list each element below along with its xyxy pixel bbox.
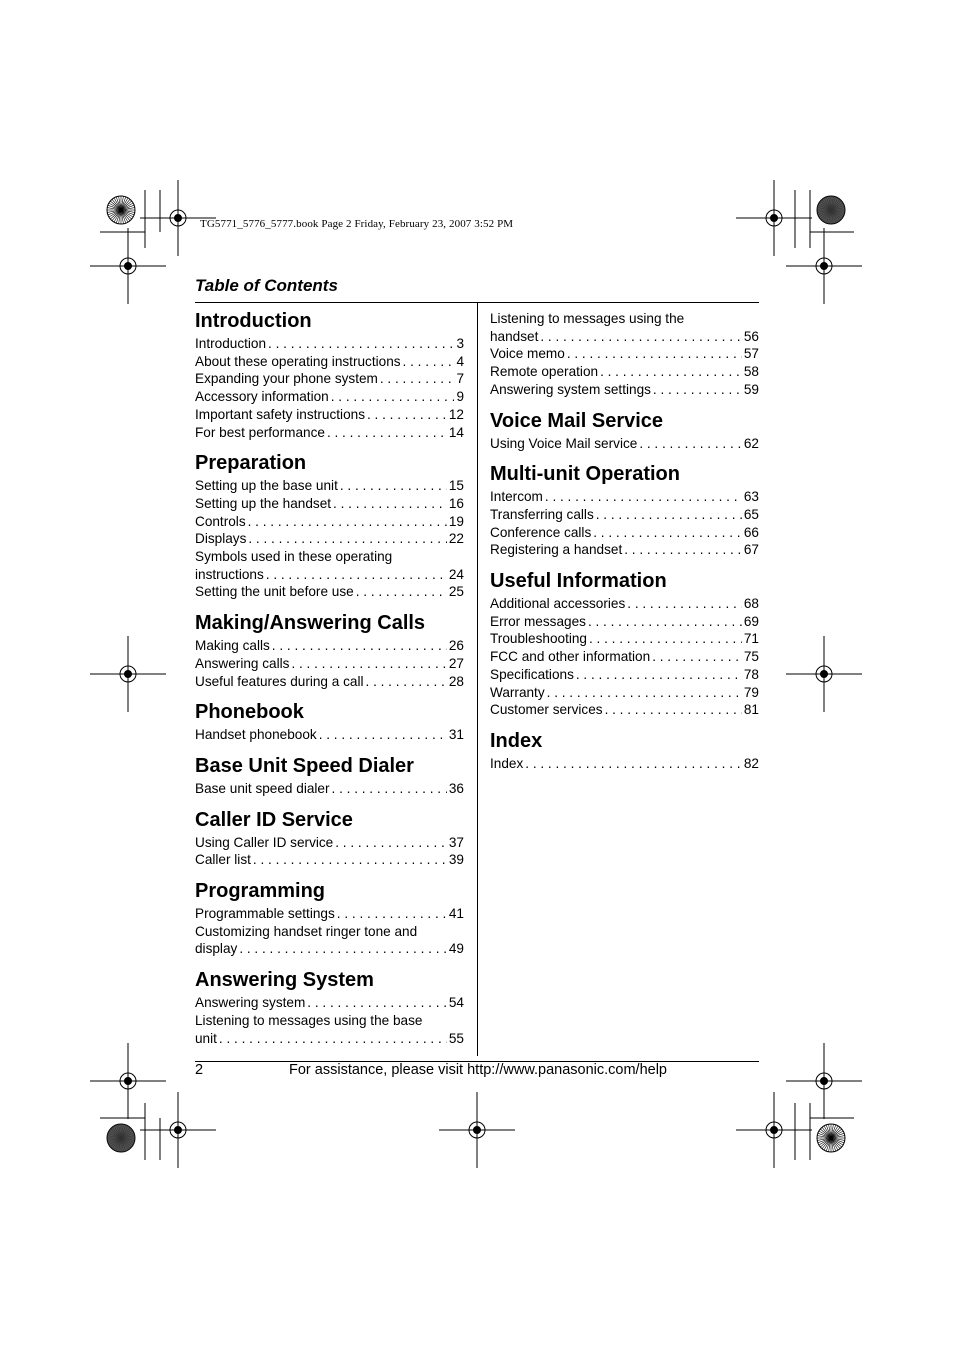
assistance-note: For assistance, please visit http://www.panasonic.com/help bbox=[289, 1062, 667, 1078]
toc-entry bbox=[490, 345, 759, 363]
registration-crosshair-icon bbox=[786, 228, 862, 304]
toc-entry-page: 12 bbox=[448, 406, 464, 422]
toc-entry-page: 4 bbox=[456, 353, 464, 369]
toc-entry bbox=[490, 310, 759, 345]
toc-entry-page: 41 bbox=[448, 906, 464, 922]
toc-entry bbox=[195, 923, 464, 958]
toc-entry-text: Customer services bbox=[490, 702, 603, 718]
section-heading: Making/Answering Calls bbox=[195, 612, 426, 635]
toc-entry bbox=[195, 655, 464, 673]
dot-leader bbox=[576, 666, 742, 684]
toc-entry-text: Intercom bbox=[490, 489, 543, 505]
toc-entry bbox=[195, 583, 464, 601]
toc-entry-page: 37 bbox=[448, 834, 464, 850]
toc-entry-page: 75 bbox=[743, 649, 759, 665]
toc-entry-page: 7 bbox=[456, 371, 464, 387]
dot-leader bbox=[268, 335, 454, 353]
registration-starburst-icon bbox=[817, 1124, 845, 1152]
toc-entry bbox=[490, 488, 759, 506]
toc-entry bbox=[490, 648, 759, 666]
dot-leader bbox=[319, 726, 447, 744]
toc-entry-text: Voice memo bbox=[490, 346, 565, 362]
registration-starburst-icon bbox=[817, 196, 845, 224]
registration-crosshair-icon bbox=[140, 1092, 216, 1168]
registration-starburst-icon bbox=[107, 196, 135, 224]
dot-leader bbox=[589, 630, 742, 648]
dot-leader bbox=[367, 406, 447, 424]
toc-left-column bbox=[195, 309, 464, 1047]
toc-section-answering-system bbox=[195, 968, 464, 1047]
dot-leader bbox=[652, 648, 742, 666]
registration-crosshair-icon bbox=[736, 180, 812, 256]
section-heading: Answering System bbox=[195, 969, 374, 992]
toc-entry-text-line1: Listening to messages using the bbox=[490, 311, 685, 326]
toc-entry-text-line1: Customizing handset ringer tone and bbox=[195, 923, 418, 939]
toc-section-voice-mail-service bbox=[490, 409, 759, 453]
toc-entry-text: Additional accessories bbox=[490, 596, 626, 612]
toc-entry bbox=[490, 506, 759, 524]
print-job-note: TG5771_5776_5777.book Page 2 Friday, February 23, 2007 3:52 PM bbox=[200, 218, 514, 230]
toc-entry-text: Warranty bbox=[490, 684, 545, 700]
dot-leader bbox=[540, 328, 742, 346]
dot-leader bbox=[332, 780, 447, 798]
dot-leader bbox=[547, 684, 742, 702]
toc-entry-page: 59 bbox=[743, 381, 759, 397]
dot-leader bbox=[593, 524, 742, 542]
toc-entry bbox=[195, 780, 464, 798]
toc-entry bbox=[195, 548, 464, 583]
toc-entry-text: display bbox=[195, 941, 238, 957]
registration-starburst-icon bbox=[107, 1124, 135, 1152]
toc-entry bbox=[490, 435, 759, 453]
toc-entry-page: 69 bbox=[743, 613, 759, 629]
toc-entry bbox=[195, 994, 464, 1012]
dot-leader bbox=[291, 655, 446, 673]
dot-leader bbox=[333, 495, 447, 513]
toc-entry-text: Useful features during a call bbox=[195, 673, 364, 689]
toc-entry-page: 79 bbox=[743, 684, 759, 700]
dot-leader bbox=[248, 513, 447, 531]
toc-entry bbox=[195, 851, 464, 869]
toc-entry-page: 82 bbox=[743, 755, 759, 771]
registration-crosshair-icon bbox=[439, 1092, 515, 1168]
toc-entry-page: 39 bbox=[448, 852, 464, 868]
toc-entry bbox=[195, 834, 464, 852]
toc-entry-page: 55 bbox=[448, 1030, 464, 1046]
toc-entry-text: Expanding your phone system bbox=[195, 371, 378, 387]
toc-entry bbox=[195, 335, 464, 353]
dot-leader bbox=[307, 994, 447, 1012]
toc-entry-text: Controls bbox=[195, 513, 246, 529]
toc-entry-text: Programmable settings bbox=[195, 906, 335, 922]
toc-entry-text: unit bbox=[195, 1030, 217, 1046]
toc-entry-page: 65 bbox=[743, 506, 759, 522]
toc-entry-page: 25 bbox=[448, 584, 464, 600]
toc-entry bbox=[195, 477, 464, 495]
registration-crosshair-icon bbox=[90, 636, 166, 712]
toc-entry-text: Introduction bbox=[195, 336, 267, 351]
dot-leader bbox=[627, 595, 742, 613]
toc-section-index bbox=[490, 729, 759, 773]
toc-section-multi-unit-operation bbox=[490, 462, 759, 559]
toc-entry bbox=[490, 541, 759, 559]
registration-crosshair-icon bbox=[90, 1043, 166, 1119]
section-heading: Voice Mail Service bbox=[490, 409, 664, 432]
toc-entry bbox=[195, 637, 464, 655]
dot-leader bbox=[327, 424, 447, 442]
toc-entry bbox=[195, 406, 464, 424]
section-heading: Base Unit Speed Dialer bbox=[195, 754, 414, 777]
toc-entry-text: Answering system bbox=[195, 995, 306, 1011]
toc-entry bbox=[490, 755, 759, 773]
toc-entry-text: Error messages bbox=[490, 613, 586, 629]
dot-leader bbox=[596, 506, 742, 524]
toc-entry-text: Registering a handset bbox=[490, 542, 623, 558]
toc-entry-text: Index bbox=[490, 755, 524, 771]
toc-entry-text: Remote operation bbox=[490, 364, 599, 380]
dot-leader bbox=[331, 388, 455, 406]
toc-entry bbox=[195, 495, 464, 513]
section-heading: Caller ID Service bbox=[195, 808, 353, 831]
toc-entry bbox=[490, 613, 759, 631]
toc-entry-page: 78 bbox=[743, 666, 759, 682]
toc-entry-page: 14 bbox=[448, 424, 464, 440]
section-heading: Programming bbox=[195, 880, 326, 903]
toc-entry-text: Specifications bbox=[490, 666, 574, 682]
dot-leader bbox=[219, 1030, 447, 1048]
toc-entry-page: 67 bbox=[743, 542, 759, 558]
section-heading: Multi-unit Operation bbox=[490, 463, 680, 486]
section-heading: Preparation bbox=[195, 452, 307, 475]
dot-leader bbox=[600, 363, 742, 381]
dot-leader bbox=[653, 381, 742, 399]
toc-entry-page: 68 bbox=[743, 596, 759, 612]
toc-entry bbox=[195, 370, 464, 388]
toc-entry-text: Setting up the handset bbox=[195, 495, 332, 511]
toc-entry-text: FCC and other information bbox=[490, 649, 651, 665]
toc-entry-page: 71 bbox=[743, 631, 759, 647]
toc-entry-text: Transferring calls bbox=[490, 506, 594, 522]
toc-entry-text: Troubleshooting bbox=[490, 631, 587, 647]
toc-entry-page: 81 bbox=[743, 702, 759, 718]
toc-entry-page: 3 bbox=[456, 336, 464, 351]
toc-section-base-unit-speed-dialer bbox=[195, 754, 464, 798]
dot-leader bbox=[366, 673, 447, 691]
dot-leader bbox=[567, 345, 742, 363]
toc-entry bbox=[195, 726, 464, 744]
toc-entry-text: Setting the unit before use bbox=[195, 584, 354, 600]
page-title: Table of Contents bbox=[195, 276, 338, 295]
toc-entry-text-line1: Listening to messages using the base bbox=[195, 1012, 423, 1028]
dot-leader bbox=[588, 613, 742, 631]
registration-crosshair-icon bbox=[736, 1092, 812, 1168]
toc-entry bbox=[195, 353, 464, 371]
dot-leader bbox=[356, 583, 447, 601]
dot-leader bbox=[340, 477, 447, 495]
dot-leader bbox=[253, 851, 447, 869]
toc-section-continued bbox=[490, 310, 759, 399]
toc-entry-text: Using Voice Mail service bbox=[490, 435, 638, 451]
toc-entry bbox=[195, 1012, 464, 1047]
toc-entry-page: 19 bbox=[448, 513, 464, 529]
toc-section-useful-information bbox=[490, 569, 759, 719]
toc-entry-page: 66 bbox=[743, 524, 759, 540]
toc-entry-text: Accessory information bbox=[195, 389, 329, 405]
toc-entry-page: 16 bbox=[448, 495, 464, 511]
toc-right-column bbox=[490, 310, 759, 773]
toc-entry bbox=[490, 363, 759, 381]
toc-section-programming bbox=[195, 879, 464, 958]
dot-leader bbox=[248, 530, 447, 548]
toc-section-preparation bbox=[195, 451, 464, 601]
toc-entry-page: 26 bbox=[448, 638, 464, 654]
toc-entry-page: 58 bbox=[743, 364, 759, 380]
toc-entry bbox=[195, 530, 464, 548]
toc-entry bbox=[490, 666, 759, 684]
dot-leader bbox=[525, 755, 742, 773]
toc-entry-page: 9 bbox=[456, 389, 464, 405]
toc-entry-page: 15 bbox=[448, 478, 464, 494]
toc-entry bbox=[490, 701, 759, 719]
toc-entry-text: Handset phonebook bbox=[195, 727, 317, 743]
toc-entry-text: About these operating instructions bbox=[195, 353, 401, 369]
dot-leader bbox=[272, 637, 447, 655]
toc-entry bbox=[195, 673, 464, 691]
dot-leader bbox=[605, 701, 742, 719]
toc-entry bbox=[195, 388, 464, 406]
toc-entry-text: Setting up the base unit bbox=[195, 478, 338, 494]
toc-entry-page: 24 bbox=[448, 566, 464, 582]
toc-entry-page: 36 bbox=[448, 780, 464, 796]
registration-crosshair-icon bbox=[90, 228, 166, 304]
toc-entry bbox=[490, 595, 759, 613]
toc-entry-page: 22 bbox=[448, 531, 464, 547]
toc-entry bbox=[195, 513, 464, 531]
toc-entry-text: Caller list bbox=[195, 852, 251, 868]
toc-entry-page: 56 bbox=[743, 328, 759, 344]
toc-entry bbox=[490, 381, 759, 399]
toc-entry-text: For best performance bbox=[195, 424, 325, 440]
toc-entry-page: 57 bbox=[743, 346, 759, 362]
toc-section-introduction bbox=[195, 309, 464, 441]
toc-section-making-answering-calls bbox=[195, 611, 464, 690]
dot-leader bbox=[335, 834, 447, 852]
dot-leader bbox=[639, 435, 742, 453]
section-heading: Useful Information bbox=[490, 570, 667, 593]
dot-leader bbox=[624, 541, 742, 559]
toc-entry-text: Base unit speed dialer bbox=[195, 780, 330, 796]
toc-entry-text: Answering calls bbox=[195, 655, 290, 671]
dot-leader bbox=[337, 905, 447, 923]
toc-entry-page: 28 bbox=[448, 673, 464, 689]
toc-entry bbox=[490, 630, 759, 648]
toc-entry bbox=[490, 684, 759, 702]
toc-entry bbox=[195, 424, 464, 442]
toc-entry bbox=[195, 905, 464, 923]
dot-leader bbox=[403, 353, 455, 371]
toc-entry-page: 27 bbox=[448, 655, 464, 671]
section-heading: Phonebook bbox=[195, 701, 304, 724]
toc-entry-page: 63 bbox=[743, 489, 759, 505]
page-number: 2 bbox=[195, 1062, 204, 1078]
toc-entry-text: handset bbox=[490, 328, 539, 344]
toc-entry bbox=[490, 524, 759, 542]
toc-entry-text: Answering system settings bbox=[490, 381, 651, 397]
dot-leader bbox=[239, 940, 447, 958]
toc-entry-text: instructions bbox=[195, 566, 264, 582]
dot-leader bbox=[266, 566, 447, 584]
toc-entry-text: Using Caller ID service bbox=[195, 834, 334, 850]
toc-section-caller-id-service bbox=[195, 808, 464, 869]
section-heading: Index bbox=[490, 729, 543, 752]
column-divider bbox=[477, 302, 478, 1056]
toc-entry-text-line1: Symbols used in these operating bbox=[195, 549, 393, 565]
section-heading: Introduction bbox=[195, 310, 312, 332]
toc-entry-text: Making calls bbox=[195, 638, 270, 654]
toc-entry-page: 62 bbox=[743, 435, 759, 451]
toc-entry-page: 31 bbox=[448, 727, 464, 743]
toc-section-phonebook bbox=[195, 700, 464, 744]
toc-entry-page: 54 bbox=[448, 995, 464, 1011]
registration-crosshair-icon bbox=[786, 1043, 862, 1119]
toc-entry-text: Important safety instructions bbox=[195, 406, 365, 422]
toc-entry-text: Conference calls bbox=[490, 524, 592, 540]
toc-entry-page: 49 bbox=[448, 941, 464, 957]
dot-leader bbox=[545, 488, 742, 506]
dot-leader bbox=[380, 370, 455, 388]
registration-crosshair-icon bbox=[786, 636, 862, 712]
toc-entry-text: Displays bbox=[195, 531, 247, 547]
